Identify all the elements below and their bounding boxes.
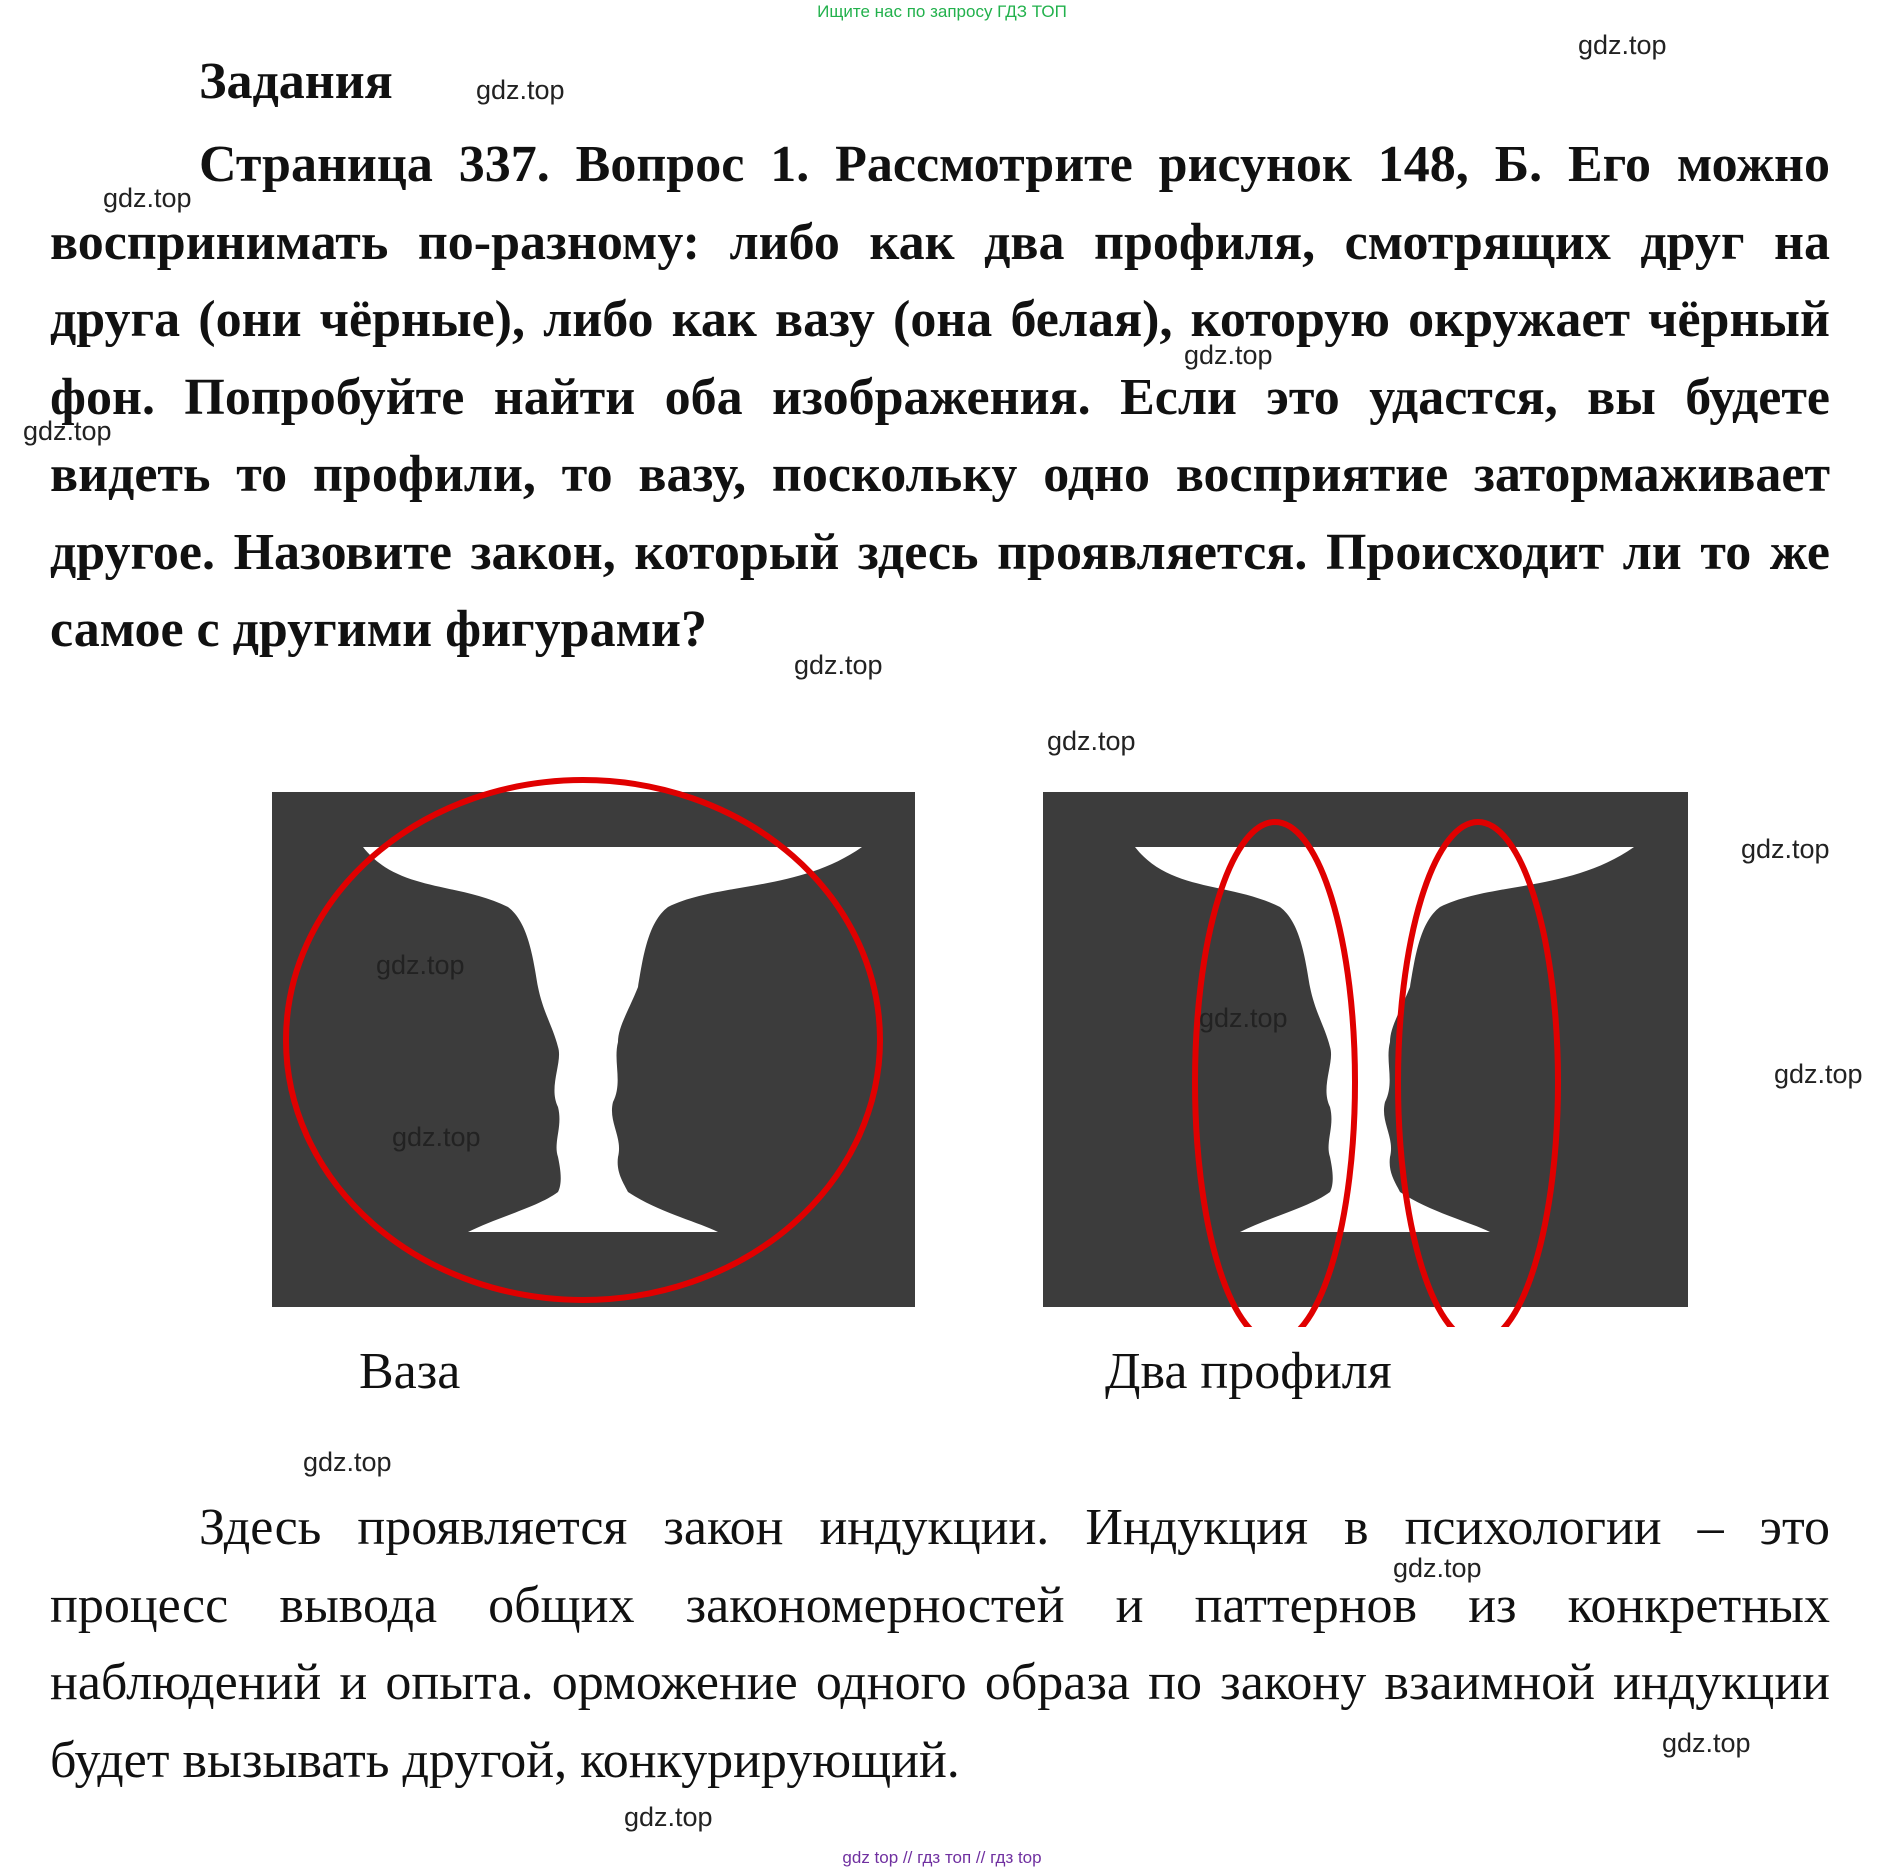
profiles-panel [1043,792,1688,1327]
watermark: gdz.top [476,75,565,105]
watermark: gdz.top [103,183,192,213]
profiles-caption: Два профиля [1105,1343,1392,1400]
watermark: gdz.top [23,416,112,446]
footer-links: gdz top // гдз топ // гдз top [842,1848,1042,1867]
vase-panel [272,780,915,1307]
watermark: gdz.top [1774,1059,1863,1089]
section-heading: Задания [199,53,393,110]
watermark: gdz.top [1199,1003,1288,1033]
figure-148b [198,742,1740,1327]
watermark: gdz.top [794,650,883,680]
watermark: gdz.top [392,1122,481,1152]
watermark: gdz.top [1578,30,1667,60]
watermark: gdz.top [1741,834,1830,864]
watermark: gdz.top [376,950,465,980]
vase-caption: Ваза [359,1343,461,1400]
top-banner: Ищите нас по запросу ГДЗ ТОП [817,2,1067,21]
question-text: Страница 337. Вопрос 1. Рассмотрите рисунок 148, Б. Его можно воспринимать по-разному: либо как два профиля, смотрящих друг на друга (они чёрные), либо как вазу (она белая), которую окружает чёрный фон. Попробуйте найти оба изображения. Если это удастся, вы будете видеть то профили, то вазу, поскольку одно восприятие затормаживает другое. Назовите закон, который здесь проявляется. Происходит ли то же самое с другими фигурами? [50,136,1830,658]
answer-text: Здесь проявляется закон индукции. Индукция в психологии – это процесс вывода общих закономерностей и паттернов из конкретных наблюдений и опыта. орможение одного образа по закону взаимной индукции будет вызывать другой, конкурирующий. [50,1499,1830,1789]
watermark: gdz.top [1393,1553,1482,1583]
watermark: gdz.top [624,1802,713,1832]
watermark: gdz.top [1184,340,1273,370]
watermark: gdz.top [1047,726,1136,756]
watermark: gdz.top [1662,1728,1751,1758]
watermark: gdz.top [303,1447,392,1477]
